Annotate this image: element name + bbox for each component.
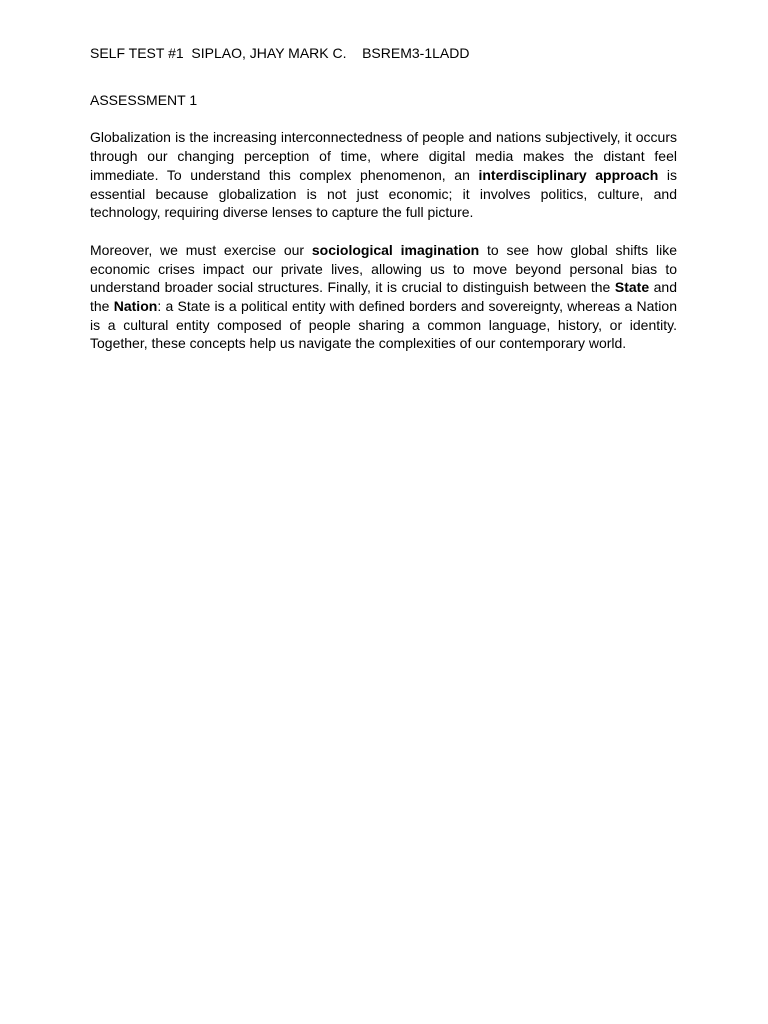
term-nation: Nation bbox=[113, 298, 158, 315]
paragraph-globalization bbox=[90, 128, 677, 222]
paragraph1-text-1: Globalization is the increasing interconnectedness of people and nations subjectively, it occurs through our changing perception of time, where digital media makes the distant feel immediate. To understand this complex phenomenon, an bbox=[90, 129, 677, 183]
document-page bbox=[90, 44, 677, 353]
paragraph2-text-2: to see how global shifts like economic crises impact our private lives, allowing us to move beyond personal bias to understand broader social structures. Finally, it is crucial to distinguish between the bbox=[90, 241, 677, 296]
paragraph2-text-4: : a State is a political entity with defined borders and sovereignty, whereas a Nation is a cultural entity composed of people sharing a common language, history, or identity. Together, these concepts help us navigate the complexities of our contemporary world. bbox=[90, 298, 677, 352]
document-header bbox=[90, 44, 677, 63]
section-code: BSREM3-1LADD bbox=[362, 45, 470, 61]
paragraph2-text-3: and the bbox=[90, 279, 677, 315]
term-sociological-imagination: sociological imagination bbox=[311, 241, 480, 258]
paragraph1-text-2: is essential because globalization is not just economic; it involves politics, culture, and technology, requiring diverse lenses to capture the full picture. bbox=[90, 166, 677, 221]
assessment-title: ASSESSMENT 1 bbox=[90, 91, 198, 108]
paragraph2-text-1: Moreover, we must exercise our bbox=[90, 241, 312, 258]
student-name: SIPLAO, JHAY MARK C. bbox=[191, 45, 347, 61]
term-interdisciplinary-approach: interdisciplinary approach bbox=[478, 166, 659, 183]
paragraph-sociological-imagination bbox=[90, 241, 677, 353]
test-label: SELF TEST #1 bbox=[90, 45, 184, 61]
term-state: State bbox=[614, 279, 650, 296]
